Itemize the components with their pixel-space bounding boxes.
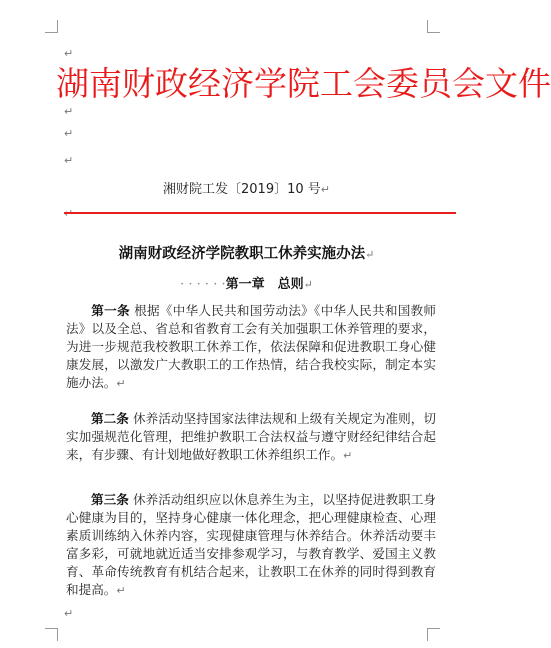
margin-corner-top-left xyxy=(45,20,58,33)
paragraph-mark-icon: ↵ xyxy=(64,105,74,118)
paragraph-mark-icon: ↵ xyxy=(64,127,74,140)
paragraph-mark-icon: ↵ xyxy=(64,47,74,60)
paragraph-mark-icon: ↵ xyxy=(320,183,330,196)
article-label: 第一条 xyxy=(91,303,130,318)
paragraph-mark-icon: ↵ xyxy=(64,607,74,620)
red-header-rule xyxy=(64,212,456,214)
paragraph-mark-icon: ↵ xyxy=(64,154,74,167)
article-paragraph xyxy=(66,302,436,392)
margin-corner-bottom-right xyxy=(427,628,440,641)
article-paragraph xyxy=(66,410,436,464)
paragraph-mark-icon: ↵ xyxy=(116,584,126,597)
document-title-text: 湖南财政经济学院教职工休养实施办法 xyxy=(118,245,366,262)
article-text: 根据《中华人民共和国劳动法》《中华人民共和国教师法》以及全总、省总和省教育工会有关加强职工休养管理的要求，为进一步规范我校教职工休养工作，依法保障和促进教职工身心健康发展，以激发广大教职工的工作热情，结合我校实际，制定本实施办法。 xyxy=(66,303,436,390)
margin-corner-top-right xyxy=(427,20,440,33)
document-number-text: 湘财院工发〔2019〕10 号 xyxy=(163,182,321,197)
paragraph-mark-icon: ↵ xyxy=(116,377,126,390)
article-label: 第三条 xyxy=(91,492,129,507)
chapter-heading-text: 第一章 总则 xyxy=(225,277,304,292)
margin-corner-bottom-left xyxy=(45,628,58,641)
article-paragraph xyxy=(66,491,436,599)
paragraph-mark-icon: ↵ xyxy=(303,278,313,291)
paragraph-mark-icon: ↵ xyxy=(365,248,375,261)
header-title: 湖南财政经济学院工会委员会文件 xyxy=(56,64,551,103)
leader-dots: · · · · · · xyxy=(180,277,226,292)
document-title xyxy=(0,242,493,263)
paragraph-mark-icon: ↵ xyxy=(343,449,353,462)
article-text: 休养活动组织应以休息养生为主，以坚持促进教职工身心健康为目的，坚持身心健康一体化理念，把心理健康检查、心理素质训练纳入休养内容，实现健康管理与休养结合。休养活动要丰富多彩，可就地就近适当安排参观学习，与教育教学、爱国主义教育、革命传统教育有机结合起来，让教职工在休养的同时得到教育和提高。 xyxy=(66,492,437,597)
article-text: 休养活动坚持国家法律法规和上级有关规定为准则，切实加强规范化管理，把维护教职工合法权益与遵守财经纪律结合起来，有步骤、有计划地做好教职工休养组织工作。 xyxy=(66,411,437,462)
chapter-heading xyxy=(0,273,493,292)
paragraph-mark-icon: ↵ xyxy=(64,207,74,220)
document-number xyxy=(0,178,493,197)
article-label: 第二条 xyxy=(91,411,129,426)
